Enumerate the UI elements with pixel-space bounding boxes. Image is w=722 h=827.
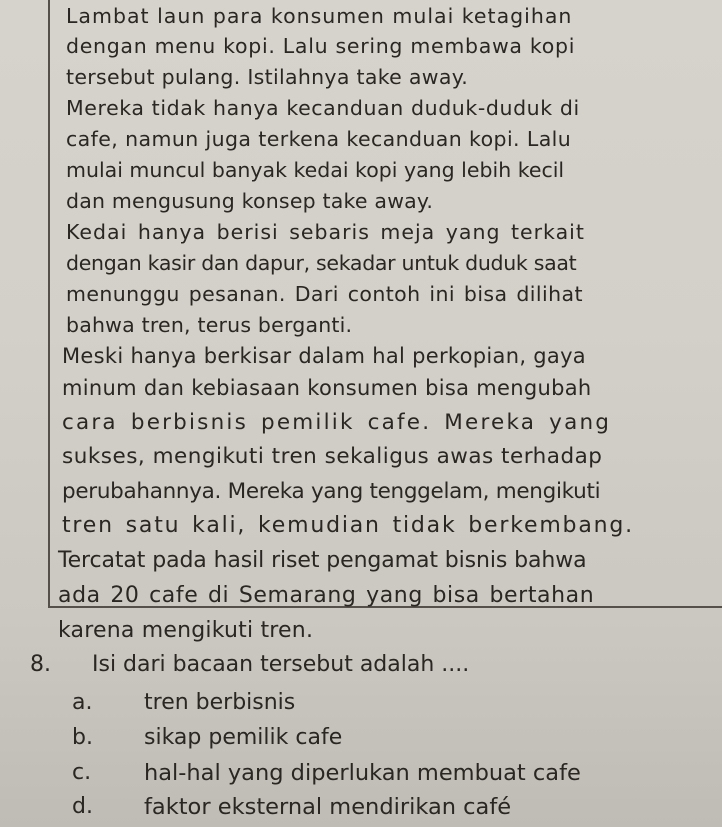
passage-line: karena mengikuti tren.: [58, 618, 314, 643]
option-letter: c.: [72, 760, 92, 785]
passage-line: cara berbisnis pemilik cafe. Mereka yang: [62, 410, 612, 435]
passage-line: menunggu pesanan. Dari contoh ini bisa dilihat: [66, 282, 583, 306]
passage-line: tersebut pulang. Istilahnya take away.: [66, 65, 469, 89]
passage-line: Lambat laun para konsumen mulai ketagihan: [66, 4, 573, 28]
option-letter: a.: [72, 690, 93, 715]
passage-line: sukses, mengikuti tren sekaligus awas terhadap: [62, 444, 603, 469]
passage-line: ada 20 cafe di Semarang yang bisa bertahan: [58, 583, 595, 608]
passage-line: minum dan kebiasaan konsumen bisa mengubah: [62, 376, 592, 400]
option-letter: d.: [72, 794, 93, 819]
option-b: sikap pemilik cafe: [144, 725, 343, 750]
passage-line: Meski hanya berkisar dalam hal perkopian, gaya: [62, 344, 586, 368]
option-d: faktor eksternal mendirikan café: [144, 794, 512, 820]
passage-line: tren satu kali, kemudian tidak berkembang.: [62, 513, 634, 538]
passage-line: cafe, namun juga terkena kecanduan kopi. Lalu: [66, 127, 572, 151]
passage-line: dan mengusung konsep take away.: [66, 189, 434, 213]
passage-line: dengan menu kopi. Lalu sering membawa kopi: [66, 34, 576, 58]
passage-line: Mereka tidak hanya kecanduan duduk-duduk di: [66, 96, 580, 120]
option-c: hal-hal yang diperlukan membuat cafe: [144, 760, 581, 786]
passage-line: Kedai hanya berisi sebaris meja yang terkait: [66, 220, 585, 244]
passage-line: Tercatat pada hasil riset pengamat bisnis bahwa: [58, 548, 587, 573]
question-stem: Isi dari bacaan tersebut adalah ....: [92, 652, 470, 677]
passage-line: bahwa tren, terus berganti.: [66, 313, 353, 337]
question-number: 8.: [30, 652, 51, 677]
option-a: tren berbisnis: [144, 690, 296, 715]
option-letter: b.: [72, 725, 93, 750]
passage-line: perubahannya. Mereka yang tenggelam, mengikuti: [62, 479, 601, 504]
passage-line: mulai muncul banyak kedai kopi yang lebih kecil: [66, 158, 565, 182]
passage-line: dengan kasir dan dapur, sekadar untuk duduk saat: [66, 251, 577, 275]
